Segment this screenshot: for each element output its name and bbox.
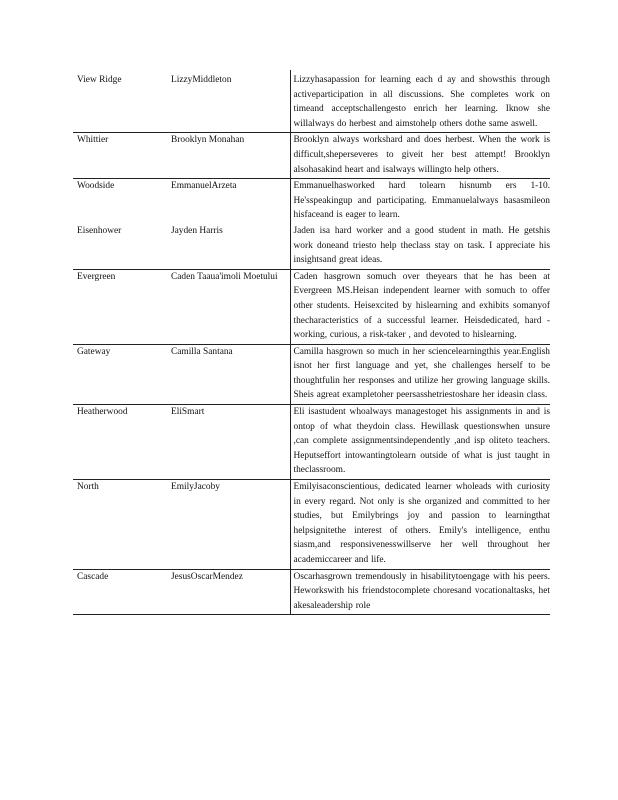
school-cell: Evergreen (77, 271, 116, 282)
school-cell: Gateway (77, 346, 111, 357)
student-cell: LizzyMiddleton (171, 75, 232, 85)
school-cell: Heatherwood (77, 407, 128, 418)
comment-cell: Emmanuelhasworked hard tolearn hisnumb ers 1-10. He'sspeakingup and participating. Emmanuelalways hasasmileon hisfaceand is eager to learn. (290, 179, 550, 224)
table-row (73, 224, 550, 269)
student-comments-table (73, 70, 550, 615)
table-row (73, 70, 550, 133)
student-cell: EliSmart (171, 407, 205, 418)
table-row (73, 480, 550, 570)
table-row (73, 269, 550, 344)
student-cell: EmmanuelArzeta (171, 181, 237, 192)
school-cell: North (77, 482, 99, 493)
table-row (73, 569, 550, 615)
school-cell: View Ridge (77, 75, 122, 85)
comment-cell: Camilla hasgrown so much in her sciencelearningthis year.English isnot her first language and yet, she challenges herself to be thoughtfulin her responses and utilize her growing language skills. Sheis agreat exampletoher peersasshetriestoshare her ideasin class. (290, 344, 550, 404)
school-cell: Cascade (77, 571, 109, 582)
student-cell: Camilla Santana (171, 346, 233, 357)
school-cell: Eisenhower (77, 225, 122, 236)
comment-cell: Eli isastudent whoalways managestoget his assignments in and is ontop of what theydoin class. Hewillask questionswhen unsure ,can complete assignmentsindependently ,and isp oliteto teachers. Heputseffort intowantingtolearn outside of what is just taught in theclassroom. (290, 405, 550, 480)
table-row (73, 344, 550, 404)
student-cell: EmilyJacoby (171, 482, 220, 493)
school-cell: Whittier (77, 135, 109, 146)
table-row (73, 405, 550, 480)
student-cell: Caden Taaua'imoli Moetului (171, 271, 278, 282)
student-cell: Brooklyn Monahan (171, 135, 245, 146)
table-row (73, 179, 550, 224)
comment-cell: Emilyisaconscientious, dedicated learner wholeads with curiosity in every regard. Not only is she organized and committed to her studies, but Emilybrings joy and passion to learningthat helpsignitethe interest of others. Emily's intelligence, enthu siasm,and responsivenesswillserve her well throughout her academiccareer and life. (290, 480, 550, 570)
student-cell: JesusOscarMendez (171, 571, 243, 582)
comment-cell: Jaden isa hard worker and a good student in math. He getshis work doneand triesto help theclass stay on task. I appreciate his insightsand great ideas. (290, 224, 550, 269)
student-cell: Jayden Harris (171, 225, 223, 236)
comment-cell: Lizzyhasapassion for learning each d ay and showsthis through activeparticipation in all discussions. She completes work on timeand acceptschallengesto enrich her learning. Iknow she willalways do herbest and aimstohelp others dothe same aswell. (290, 70, 550, 133)
comment-cell: Brooklyn always workshard and does herbest. When the work is difficult,sheperseveres to giveit her best attempt! Brooklyn alsohasakind heart and isalways willingto help others. (290, 133, 550, 179)
table-row (73, 133, 550, 179)
school-cell: Woodside (77, 181, 115, 192)
comment-cell: Caden hasgrown somuch over theyears that he has been at Evergreen MS.Heisan independent learner with somuch to offer other students. Heisexcited by hislearning and exhibits somanyof thecharacteristics of a successful learner. Heisdedicated, hard -working, curious, a risk-taker , and devoted to hislearning. (290, 269, 550, 344)
comment-cell: Oscarhasgrown tremendously in hisabilitytoengage with his peers. Heworkswith his friendstocomplete choresand vocationaltasks, het akesaleadership role (290, 569, 550, 615)
